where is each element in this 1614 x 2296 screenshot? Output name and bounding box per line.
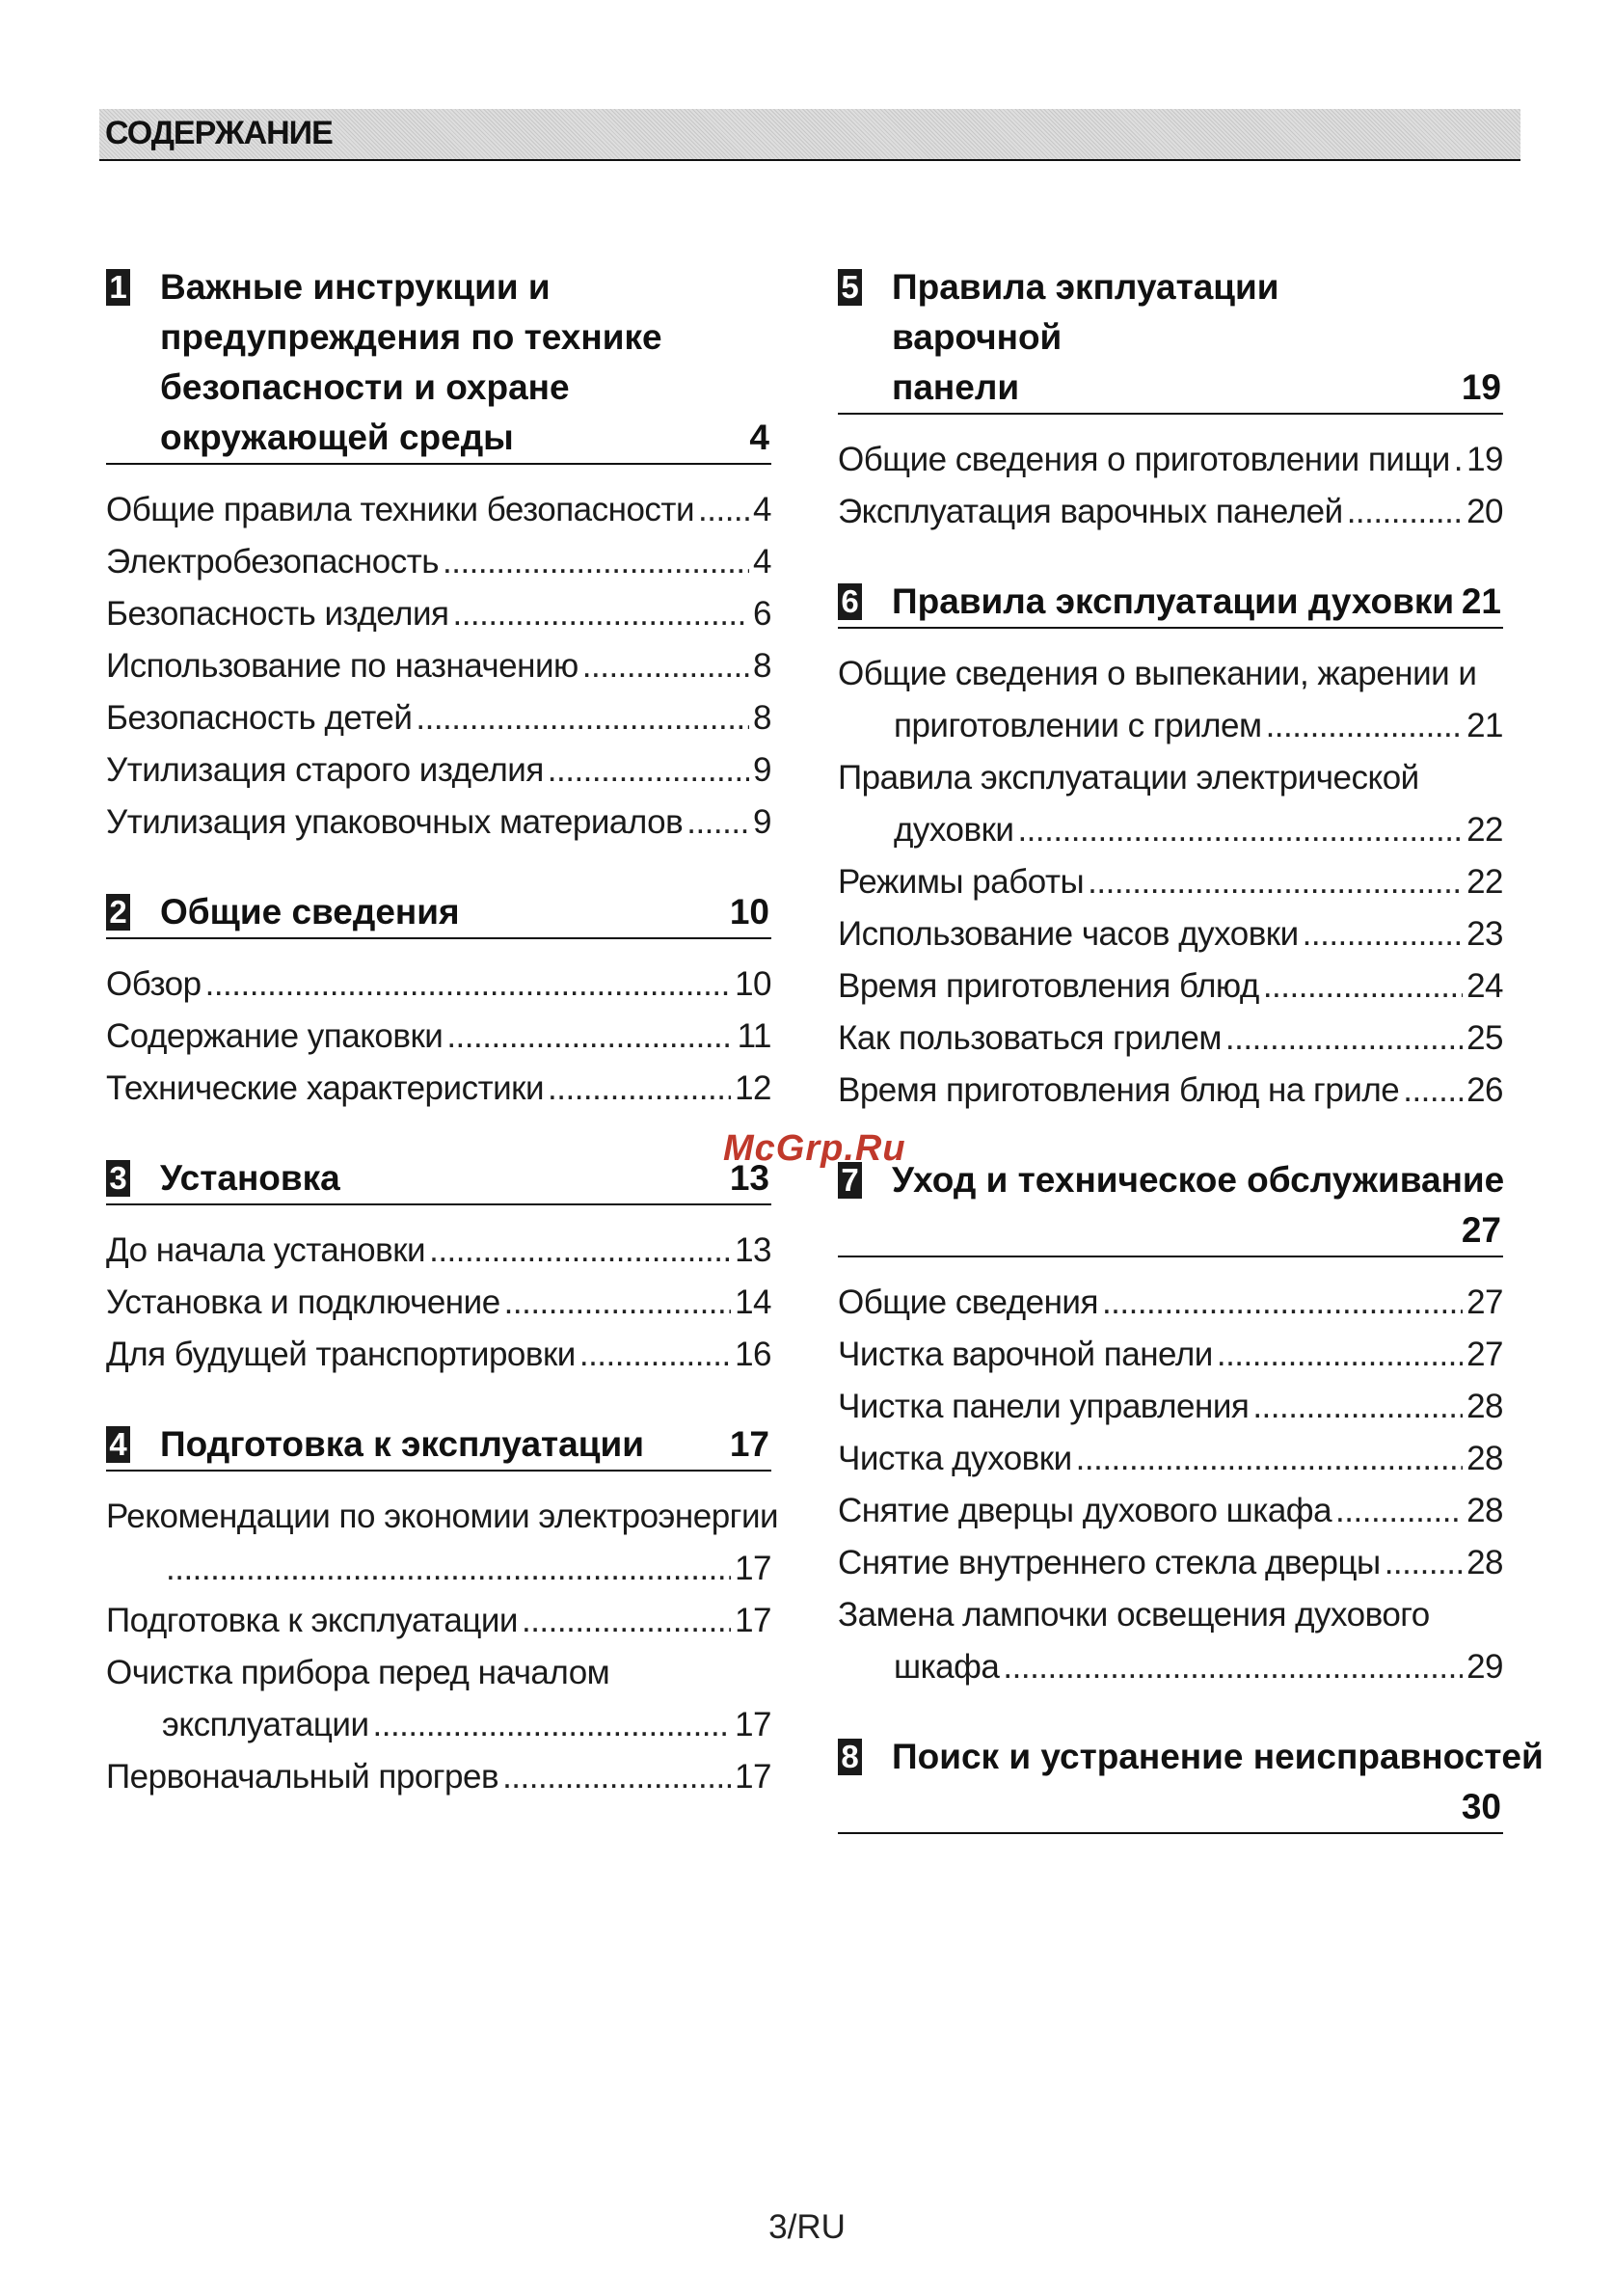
dot-leader bbox=[1217, 1329, 1463, 1381]
toc-entry-page: 27 bbox=[1466, 1283, 1503, 1321]
section-page-number: 19 bbox=[1461, 367, 1501, 407]
dot-leader bbox=[166, 1543, 731, 1595]
section-number-badge: 5 bbox=[838, 269, 862, 306]
toc-entry-page: 8 bbox=[753, 647, 771, 685]
section-title-line bbox=[892, 1205, 1445, 1256]
section-title-line: панели bbox=[892, 367, 1020, 407]
toc-entry[interactable] bbox=[106, 640, 771, 692]
toc-section-5 bbox=[838, 262, 1503, 538]
dot-leader bbox=[1266, 700, 1464, 752]
toc-entry[interactable] bbox=[106, 1063, 771, 1115]
dot-leader bbox=[1263, 960, 1463, 1013]
toc-entry-label: Время приготовления блюд на гриле bbox=[838, 1071, 1400, 1109]
toc-entry[interactable] bbox=[838, 752, 1503, 856]
section-number-badge: 6 bbox=[838, 583, 862, 620]
toc-entry-page: 12 bbox=[735, 1069, 771, 1107]
toc-entry[interactable] bbox=[838, 1485, 1503, 1537]
toc-entry-label-cont: приготовлении с грилем bbox=[894, 707, 1262, 744]
toc-left-column bbox=[106, 262, 779, 1842]
toc-entry-label: До начала установки bbox=[106, 1231, 426, 1269]
section-heading[interactable] bbox=[838, 577, 1503, 629]
section-title-line bbox=[892, 1782, 1445, 1832]
toc-section-3 bbox=[106, 1153, 771, 1381]
section-heading[interactable] bbox=[106, 262, 771, 465]
dot-leader bbox=[579, 1329, 731, 1381]
dot-leader bbox=[205, 959, 731, 1011]
page-title: СОДЕРЖАНИЕ bbox=[105, 115, 333, 151]
toc-entry[interactable] bbox=[838, 434, 1503, 486]
dot-leader bbox=[548, 744, 749, 797]
dot-leader bbox=[1303, 908, 1463, 960]
toc-entry-page: 13 bbox=[735, 1231, 771, 1269]
toc-entry-label: Правила эксплуатации электрической bbox=[838, 759, 1419, 797]
toc-entry[interactable] bbox=[106, 1491, 779, 1595]
dot-leader bbox=[502, 1751, 731, 1803]
section-heading[interactable] bbox=[838, 1732, 1544, 1834]
toc-entry-page: 23 bbox=[1466, 915, 1503, 953]
page-number-footer: 3/RU bbox=[768, 2208, 846, 2246]
toc-entry-label-cont: шкафа bbox=[894, 1648, 1000, 1686]
section-title: Подготовка к эксплуатации bbox=[160, 1424, 644, 1464]
toc-entry-page: 17 bbox=[735, 1758, 771, 1796]
toc-entry[interactable] bbox=[838, 1589, 1503, 1693]
toc-entry-label: Содержание упаковки bbox=[106, 1017, 444, 1055]
section-title: Установка bbox=[160, 1158, 340, 1198]
dot-leader bbox=[1017, 804, 1463, 856]
toc-entry-label: Эксплуатация варочных панелей bbox=[838, 493, 1343, 530]
toc-section-4 bbox=[106, 1419, 779, 1803]
toc-entry[interactable] bbox=[106, 588, 771, 640]
toc-right-column bbox=[838, 262, 1544, 1873]
dot-leader bbox=[429, 1225, 731, 1277]
toc-entry[interactable] bbox=[838, 908, 1503, 960]
toc-entry-label: Общие сведения bbox=[838, 1283, 1098, 1321]
dot-leader bbox=[452, 588, 749, 640]
toc-section-8 bbox=[838, 1732, 1544, 1834]
dot-leader bbox=[416, 692, 749, 744]
dot-leader bbox=[582, 640, 749, 692]
section-heading[interactable] bbox=[838, 262, 1503, 415]
section-title-line: Поиск и устранение неисправностей bbox=[892, 1737, 1544, 1776]
toc-entry-label: Безопасность детей bbox=[106, 699, 413, 737]
section-page-number: 27 bbox=[1461, 1210, 1501, 1250]
section-title-line: Правила экплуатации варочной bbox=[892, 267, 1279, 357]
dot-leader bbox=[373, 1699, 732, 1751]
toc-entry-label: Чистка духовки bbox=[838, 1440, 1072, 1477]
toc-entry-page: 6 bbox=[753, 595, 771, 633]
toc-entry-page: 29 bbox=[1466, 1648, 1503, 1686]
toc-entry-label: Обзор bbox=[106, 965, 202, 1003]
toc-entry[interactable] bbox=[106, 1225, 771, 1277]
toc-entry[interactable] bbox=[838, 1381, 1503, 1433]
dot-leader bbox=[1454, 434, 1463, 486]
dot-leader bbox=[1252, 1381, 1463, 1433]
section-heading[interactable] bbox=[106, 1153, 771, 1205]
toc-entry[interactable] bbox=[838, 1013, 1503, 1065]
section-number-badge: 3 bbox=[106, 1160, 130, 1197]
toc-entry-label: Использование по назначению bbox=[106, 647, 578, 685]
toc-entry[interactable] bbox=[838, 1433, 1503, 1485]
toc-entry[interactable] bbox=[106, 1277, 771, 1329]
toc-section-2 bbox=[106, 887, 771, 1115]
section-title: Общие сведения bbox=[160, 892, 460, 932]
toc-entry-label: Утилизация старого изделия bbox=[106, 751, 544, 789]
section-page-number: 21 bbox=[1461, 581, 1501, 621]
toc-entry[interactable] bbox=[106, 1647, 771, 1751]
toc-entry-page: 17 bbox=[735, 1706, 771, 1743]
toc-entry[interactable] bbox=[106, 1329, 771, 1381]
section-number-badge: 1 bbox=[106, 269, 130, 306]
watermark: McGrp.Ru bbox=[723, 1128, 906, 1169]
section-heading[interactable] bbox=[106, 1419, 771, 1472]
toc-entry-label: Утилизация упаковочных материалов bbox=[106, 803, 684, 841]
toc-entry-page: 9 bbox=[753, 751, 771, 789]
toc-entry-label: Электробезопасность bbox=[106, 543, 439, 581]
toc-entry-page: 17 bbox=[735, 1550, 771, 1587]
section-title-line: окружающей среды bbox=[160, 418, 514, 457]
toc-entry-label: Общие правила техники безопасности bbox=[106, 491, 695, 528]
header-bar bbox=[99, 109, 1520, 161]
toc-entry-label: Снятие дверцы духового шкафа bbox=[838, 1492, 1332, 1529]
dot-leader bbox=[1225, 1013, 1463, 1065]
toc-entry-page: 21 bbox=[1466, 707, 1503, 744]
toc-entry[interactable] bbox=[106, 484, 771, 536]
section-page-number: 30 bbox=[1461, 1787, 1501, 1826]
toc-section-7 bbox=[838, 1155, 1503, 1693]
toc-entry-label-cont: духовки bbox=[894, 811, 1014, 849]
toc-entry[interactable] bbox=[838, 1537, 1503, 1589]
toc-entry-page: 14 bbox=[735, 1283, 771, 1321]
section-title: Правила эксплуатации духовки bbox=[892, 581, 1455, 621]
toc-entry-label: Общие сведения о приготовлении пищи bbox=[838, 441, 1450, 478]
toc-entry-page: 28 bbox=[1466, 1440, 1503, 1477]
toc-entry[interactable] bbox=[106, 1595, 771, 1647]
toc-entry[interactable] bbox=[838, 1065, 1503, 1117]
toc-entry[interactable] bbox=[106, 1751, 771, 1803]
toc-entry[interactable] bbox=[838, 486, 1503, 538]
section-number-badge: 7 bbox=[838, 1162, 862, 1199]
toc-entry[interactable] bbox=[838, 960, 1503, 1013]
toc-entry-label: Время приготовления блюд bbox=[838, 967, 1259, 1005]
dot-leader bbox=[443, 536, 749, 588]
dot-leader bbox=[1003, 1641, 1463, 1693]
toc-entry-label: Общие сведения о выпекании, жарении и bbox=[838, 655, 1477, 692]
toc-entry-label: Чистка панели управления bbox=[838, 1388, 1250, 1425]
toc-entry-label: Снятие внутреннего стекла дверцы bbox=[838, 1544, 1381, 1581]
toc-entry-page: 25 bbox=[1466, 1019, 1503, 1057]
toc-section-1 bbox=[106, 262, 771, 849]
toc-entry-label: Первоначальный прогрев bbox=[106, 1758, 499, 1796]
section-page-number: 4 bbox=[749, 418, 769, 457]
toc-entry[interactable] bbox=[106, 959, 771, 1011]
toc-entry-page: 28 bbox=[1466, 1388, 1503, 1425]
toc-entry-page: 28 bbox=[1466, 1544, 1503, 1581]
toc-entry-page: 24 bbox=[1466, 967, 1503, 1005]
toc-entry-label: Замена лампочки освещения духового bbox=[838, 1596, 1430, 1634]
dot-leader bbox=[548, 1063, 731, 1115]
toc-entry-label: Рекомендации по экономии электроэнергии bbox=[106, 1498, 779, 1535]
toc-entry[interactable] bbox=[106, 744, 771, 797]
toc-entry-page: 19 bbox=[1466, 441, 1503, 478]
toc-entry-page: 26 bbox=[1466, 1071, 1503, 1109]
toc-entry-page: 22 bbox=[1466, 863, 1503, 901]
section-page-number: 17 bbox=[729, 1424, 769, 1464]
dot-leader bbox=[446, 1011, 733, 1063]
section-number-badge: 2 bbox=[106, 894, 130, 931]
toc-entry-label: Как пользоваться грилем bbox=[838, 1019, 1222, 1057]
section-heading[interactable] bbox=[106, 887, 771, 939]
dot-leader bbox=[1403, 1065, 1463, 1117]
dot-leader bbox=[686, 797, 749, 849]
dot-leader bbox=[1385, 1537, 1463, 1589]
toc-entry[interactable] bbox=[106, 1011, 771, 1063]
toc-entry-label-cont: эксплуатации bbox=[162, 1706, 369, 1743]
section-heading[interactable] bbox=[838, 1155, 1503, 1257]
toc-entry-label: Безопасность изделия bbox=[106, 595, 449, 633]
toc-entry[interactable] bbox=[106, 692, 771, 744]
toc-entry-page: 17 bbox=[735, 1602, 771, 1639]
section-title-line: безопасности и охране bbox=[160, 367, 570, 407]
dot-leader bbox=[1076, 1433, 1463, 1485]
toc-entry-page: 8 bbox=[753, 699, 771, 737]
toc-entry-label: Очистка прибора перед началом bbox=[106, 1654, 610, 1691]
toc-entry-label: Подготовка к эксплуатации bbox=[106, 1602, 518, 1639]
toc-entry-page: 27 bbox=[1466, 1336, 1503, 1373]
section-title-line: предупреждения по технике bbox=[160, 317, 662, 357]
dot-leader bbox=[522, 1595, 731, 1647]
toc-entry[interactable] bbox=[106, 797, 771, 849]
dot-leader bbox=[1347, 486, 1463, 538]
section-page-number: 10 bbox=[729, 892, 769, 932]
toc-entry-page: 10 bbox=[735, 965, 771, 1003]
toc-entry-label: Использование часов духовки bbox=[838, 915, 1299, 953]
dot-leader bbox=[1335, 1485, 1463, 1537]
toc-entry-page: 11 bbox=[737, 1017, 771, 1055]
dot-leader bbox=[1088, 856, 1463, 908]
toc-entry-page: 28 bbox=[1466, 1492, 1503, 1529]
toc-entry-page: 16 bbox=[735, 1336, 771, 1373]
toc-entry[interactable] bbox=[838, 1329, 1503, 1381]
section-page-number: 13 bbox=[729, 1158, 769, 1198]
toc-entry[interactable] bbox=[106, 536, 771, 588]
toc-entry-label: Установка и подключение bbox=[106, 1283, 500, 1321]
section-number-badge: 8 bbox=[838, 1739, 862, 1775]
toc-entry-page: 20 bbox=[1466, 493, 1503, 530]
section-title-line: Важные инструкции и bbox=[160, 267, 551, 307]
toc-entry-label: Чистка варочной панели bbox=[838, 1336, 1213, 1373]
toc-entry-label: Режимы работы bbox=[838, 863, 1085, 901]
toc-section-6 bbox=[838, 577, 1503, 1117]
toc-entry-page: 4 bbox=[753, 543, 771, 581]
section-number-badge: 4 bbox=[106, 1426, 130, 1463]
toc-entry-label: Технические характеристики bbox=[106, 1069, 545, 1107]
dot-leader bbox=[1102, 1277, 1463, 1329]
section-title-line: Уход и техническое обслуживание bbox=[892, 1160, 1505, 1200]
toc-entry[interactable] bbox=[838, 648, 1503, 752]
toc-entry-page: 22 bbox=[1466, 811, 1503, 849]
toc-entry-page: 4 bbox=[753, 491, 771, 528]
dot-leader bbox=[504, 1277, 731, 1329]
toc-entry[interactable] bbox=[838, 1277, 1503, 1329]
toc-entry[interactable] bbox=[838, 856, 1503, 908]
toc-entry-label: Для будущей транспортировки bbox=[106, 1336, 576, 1373]
toc-entry-page: 9 bbox=[753, 803, 771, 841]
dot-leader bbox=[698, 484, 749, 536]
